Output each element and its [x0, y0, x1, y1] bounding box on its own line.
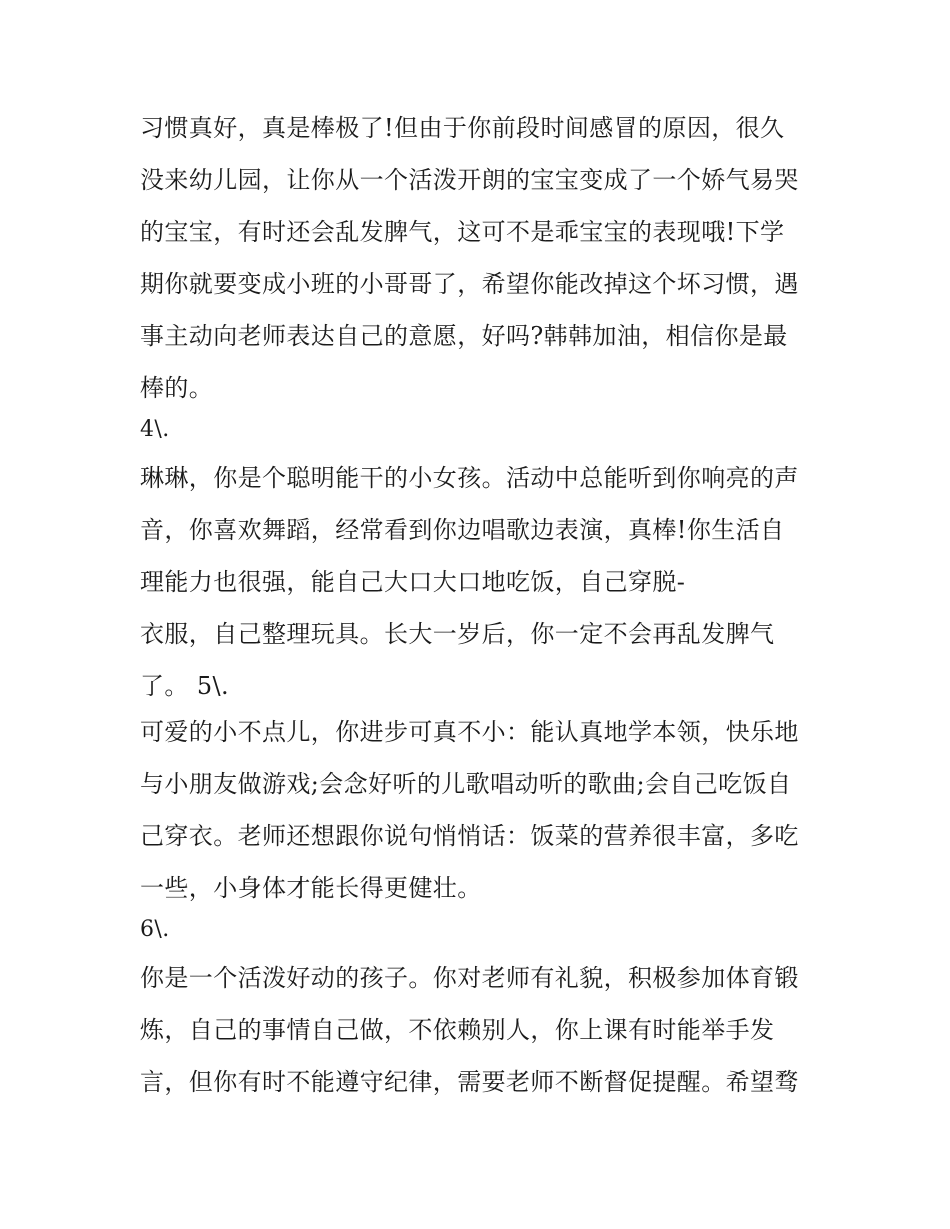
text-line: 衣服，自己整理玩具。长大一岁后，你一定不会再乱发脾气: [140, 620, 775, 648]
text-line: 琳琳，你是个聪明能干的小女孩。活动中总能听到你响亮的声: [140, 464, 799, 492]
text-line: 你是一个活泼好动的孩子。你对老师有礼貌，积极参加体育锻: [140, 964, 799, 992]
section-number: 6\.: [140, 917, 170, 942]
text-line: 言，但你有时不能遵守纪律，需要老师不断督促提醒。希望骛: [140, 1068, 799, 1096]
text-line: 了。 5\.: [140, 672, 230, 700]
text-line: 可爱的小不点儿，你进步可真不小：能认真地学本领，快乐地: [140, 718, 799, 746]
text-line: 一些，小身体才能长得更健壮。: [140, 874, 482, 902]
text-line: 与小朋友做游戏;会念好听的儿歌唱动听的歌曲;会自己吃饭自: [140, 770, 792, 798]
text-line: 理能力也很强，能自己大口大口地吃饭，自己穿脱-: [140, 568, 686, 596]
text-line: 期你就要变成小班的小哥哥了，希望你能改掉这个坏习惯，遇: [140, 270, 799, 298]
text-line: 没来幼儿园，让你从一个活泼开朗的宝宝变成了一个娇气易哭: [140, 166, 799, 194]
text-line: 事主动向老师表达自己的意愿，好吗?韩韩加油，相信你是最: [140, 322, 788, 350]
text-line: 习惯真好，真是棒极了!但由于你前段时间感冒的原因，很久: [140, 114, 785, 142]
section-number: 4\.: [140, 417, 170, 442]
text-line: 己穿衣。老师还想跟你说句悄悄话：饭菜的营养很丰富，多吃: [140, 822, 799, 850]
text-line: 的宝宝，有时还会乱发脾气，这可不是乖宝宝的表现哦!下学: [140, 218, 785, 246]
text-line: 炼，自己的事情自己做，不依赖别人，你上课有时能举手发: [140, 1016, 775, 1044]
text-line: 棒的。: [140, 374, 214, 402]
text-line: 音，你喜欢舞蹈，经常看到你边唱歌边表演，真棒!你生活自: [140, 516, 785, 544]
